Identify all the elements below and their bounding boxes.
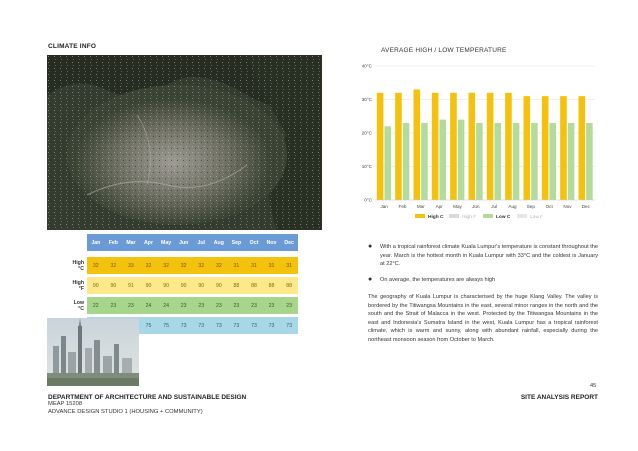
month-header: May bbox=[157, 234, 175, 251]
table-cell: 24 bbox=[157, 297, 175, 314]
legend-swatch bbox=[415, 214, 425, 218]
month-header: Jan bbox=[87, 234, 105, 251]
bar-high-c bbox=[377, 93, 384, 200]
month-header: Dec bbox=[280, 234, 298, 251]
list-item: ● On average, the temperatures are always high bbox=[368, 275, 496, 283]
table-cell: 32 bbox=[157, 257, 175, 274]
legend-label: Low C bbox=[496, 215, 511, 220]
table-cell: 90 bbox=[87, 277, 105, 294]
table-cell: 73 bbox=[245, 317, 263, 334]
bar-high-c bbox=[414, 89, 421, 200]
table-cell: 31 bbox=[263, 257, 281, 274]
month-header: Oct bbox=[245, 234, 263, 251]
y-tick-label: 40°C bbox=[361, 63, 372, 69]
table-cell: 32 bbox=[105, 257, 123, 274]
table-cell: 90 bbox=[157, 277, 175, 294]
month-header: Sep bbox=[228, 234, 246, 251]
table-cell: 32 bbox=[87, 257, 105, 274]
table-cell: 73 bbox=[228, 317, 246, 334]
satellite-image bbox=[47, 55, 322, 230]
table-cell: 73 bbox=[175, 317, 193, 334]
city-skyline-photo bbox=[47, 318, 139, 386]
department-name: DEPARTMENT OF ARCHITECTURE AND SUSTAINABLE DESIGN bbox=[48, 394, 247, 401]
table-cell: 73 bbox=[210, 317, 228, 334]
month-header: Apr bbox=[140, 234, 158, 251]
x-tick-label: Aug bbox=[508, 204, 517, 209]
table-cell: 33 bbox=[122, 257, 140, 274]
legend-swatch bbox=[517, 214, 527, 218]
table-cell: 23 bbox=[245, 297, 263, 314]
table-cell: 24 bbox=[140, 297, 158, 314]
x-tick-label: Oct bbox=[545, 204, 553, 209]
bar-high-c bbox=[450, 93, 457, 200]
x-tick-label: Mar bbox=[416, 204, 425, 209]
page-number: 45 bbox=[590, 383, 597, 389]
month-header: Jul bbox=[192, 234, 210, 251]
section-title: CLIMATE INFO bbox=[48, 43, 97, 50]
table-cell: 88 bbox=[263, 277, 281, 294]
legend-label: High F bbox=[462, 215, 477, 220]
bar-low-c bbox=[384, 126, 391, 200]
table-cell: 90 bbox=[210, 277, 228, 294]
bullet-list bbox=[368, 243, 598, 291]
x-tick-label: Dec bbox=[581, 204, 590, 209]
y-tick-label: 0°C bbox=[364, 197, 372, 203]
month-header: Aug bbox=[210, 234, 228, 251]
bar-low-c bbox=[421, 123, 428, 200]
table-cell: 32 bbox=[192, 257, 210, 274]
bar-low-c bbox=[476, 123, 483, 200]
table-cell: 88 bbox=[228, 277, 246, 294]
x-tick-label: May bbox=[453, 204, 462, 209]
table-cell: 90 bbox=[140, 277, 158, 294]
report-title: SITE ANALYSIS REPORT bbox=[520, 394, 598, 401]
table-row-high-c: High °C 32 32 33 32 32 32 32 32 31 31 31 31 bbox=[47, 257, 298, 274]
legend-swatch bbox=[449, 214, 459, 218]
bar-low-c bbox=[494, 123, 501, 200]
table-cell: 31 bbox=[280, 257, 298, 274]
x-tick-label: Jun bbox=[472, 204, 480, 209]
bar-high-c bbox=[542, 96, 549, 200]
list-item: ● With a tropical rainforest climate Kuala Lumpur's temperature is constant throughout the year. March is the hottest month in Kuala Lumpur with 33°C and the coldest is January at 22°C. bbox=[368, 243, 598, 268]
table-cell: 23 bbox=[210, 297, 228, 314]
table-cell: 31 bbox=[245, 257, 263, 274]
x-tick-label: Jan bbox=[380, 204, 388, 209]
table-header-row bbox=[47, 234, 298, 251]
table-cell: 73 bbox=[192, 317, 210, 334]
month-header: Jun bbox=[175, 234, 193, 251]
x-tick-label: Apr bbox=[435, 204, 443, 209]
bar-low-c bbox=[439, 120, 446, 200]
table-cell: 23 bbox=[228, 297, 246, 314]
bar-high-c bbox=[487, 93, 494, 200]
bullet-icon: ● bbox=[368, 275, 373, 283]
y-tick-label: 20°C bbox=[361, 130, 372, 136]
table-cell: 31 bbox=[228, 257, 246, 274]
temperature-chart bbox=[353, 58, 603, 228]
legend-label: Low F bbox=[530, 215, 544, 220]
y-tick-label: 30°C bbox=[361, 97, 372, 103]
table-cell: 23 bbox=[263, 297, 281, 314]
bar-high-c bbox=[524, 96, 531, 200]
x-tick-label: Nov bbox=[563, 204, 572, 209]
bar-high-c bbox=[560, 96, 567, 200]
table-cell: 23 bbox=[105, 297, 123, 314]
month-header: Mar bbox=[122, 234, 140, 251]
course-code: MEAP 15208 bbox=[48, 401, 83, 407]
x-tick-label: Jul bbox=[491, 204, 498, 209]
table-cell: 91 bbox=[122, 277, 140, 294]
bar-high-c bbox=[579, 96, 586, 200]
legend-label: High C bbox=[428, 215, 444, 220]
table-cell: 90 bbox=[175, 277, 193, 294]
table-cell: 90 bbox=[105, 277, 123, 294]
bar-high-c bbox=[469, 93, 476, 200]
bar-low-c bbox=[568, 123, 575, 200]
table-cell: 32 bbox=[140, 257, 158, 274]
table-cell: 75 bbox=[140, 317, 158, 334]
table-cell: 32 bbox=[210, 257, 228, 274]
table-cell: 23 bbox=[122, 297, 140, 314]
table-row-high-f: High °F 90 90 91 90 90 90 90 90 88 88 88 88 bbox=[47, 277, 298, 294]
bar-low-c bbox=[403, 123, 410, 200]
month-header: Feb bbox=[105, 234, 123, 251]
month-header: Nov bbox=[263, 234, 281, 251]
bar-high-c bbox=[505, 93, 512, 200]
bar-high-c bbox=[395, 93, 402, 200]
footer-left bbox=[48, 394, 246, 416]
bar-low-c bbox=[531, 123, 538, 200]
geography-paragraph: The geography of Kuala Lumpur is characterised by the huge Klang Valley. The valley is bordered by the Titiwangsa Mountains in the east, several minor ranges in the north and the south and the Strait of Malacca in the west. Protected by the Titiwangsa Mountains in the east and Indonesia's Sumatra Island in the west, Kuala Lumpur has a tropical rainforest climate, which is warm and sunny, along with abundant rainfall, especially during the northeast monsoon season from October to March. bbox=[368, 294, 598, 343]
table-cell: 73 bbox=[280, 317, 298, 334]
y-tick-label: 10°C bbox=[361, 164, 372, 170]
bar-low-c bbox=[586, 123, 593, 200]
x-tick-label: Feb bbox=[398, 204, 407, 209]
studio-name: ADVANCE DESIGN STUDIO 1 (HOUSING + COMMUNITY) bbox=[48, 408, 203, 415]
bar-high-c bbox=[432, 93, 439, 200]
bar-low-c bbox=[513, 123, 520, 200]
bar-low-c bbox=[549, 123, 556, 200]
table-row-low-c: Low °C 22 23 23 24 24 23 23 23 23 23 23 23 bbox=[47, 297, 298, 314]
legend-swatch bbox=[483, 214, 493, 218]
table-cell: 23 bbox=[280, 297, 298, 314]
table-cell: 88 bbox=[280, 277, 298, 294]
table-cell: 90 bbox=[192, 277, 210, 294]
table-cell: 32 bbox=[175, 257, 193, 274]
table-cell: 75 bbox=[157, 317, 175, 334]
table-cell: 23 bbox=[192, 297, 210, 314]
table-cell: 23 bbox=[175, 297, 193, 314]
bullet-icon: ● bbox=[368, 243, 373, 250]
bar-low-c bbox=[458, 120, 465, 200]
table-cell: 22 bbox=[87, 297, 105, 314]
chart-title: AVERAGE HIGH / LOW TEMPERATURE bbox=[381, 47, 507, 54]
x-tick-label: Sep bbox=[526, 204, 535, 209]
table-cell: 73 bbox=[263, 317, 281, 334]
table-cell: 88 bbox=[245, 277, 263, 294]
